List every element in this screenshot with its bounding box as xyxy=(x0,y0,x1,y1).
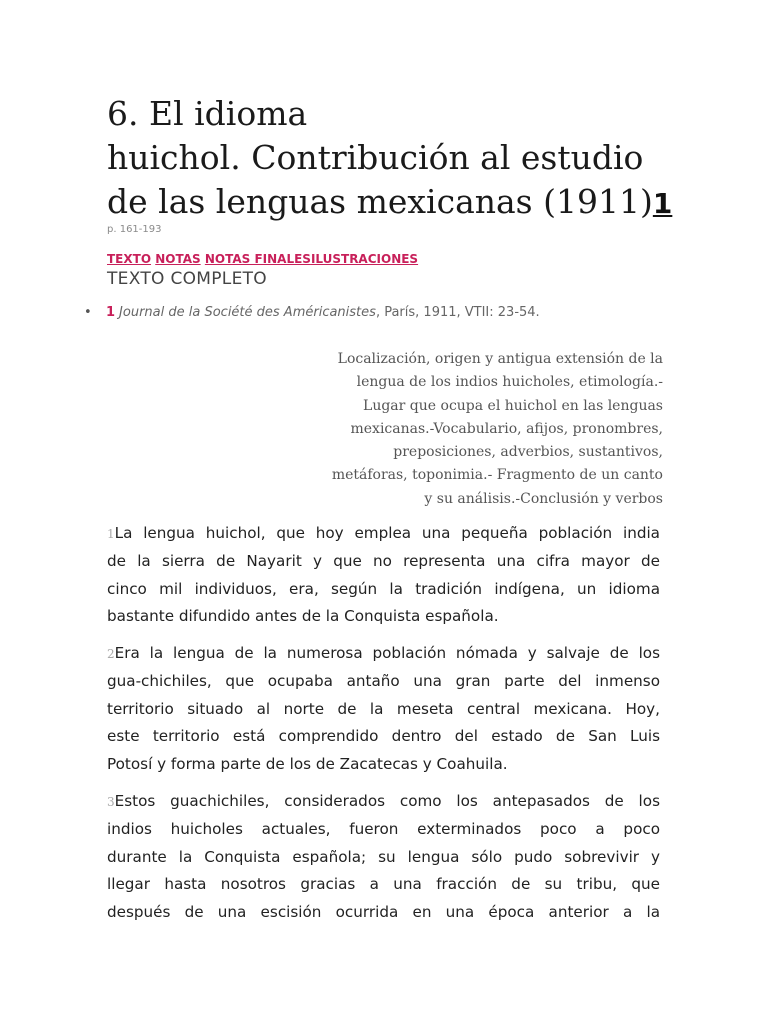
paragraph-line: Potosí y forma parte de los de Zacatecas y Coahuila. xyxy=(107,754,508,773)
page-range: p. 161-193 xyxy=(107,224,162,235)
section-tabs xyxy=(107,252,418,266)
summary-line: mexicanas.-Vocabulario, afijos, pronombres, xyxy=(350,420,663,437)
paragraph-line xyxy=(107,788,660,816)
title-line-3-text: de las lenguas mexicanas (1911) xyxy=(107,182,653,221)
title-line-3 xyxy=(107,180,673,226)
paragraph-line-text: La lengua huichol, que hoy emplea una pequeña población india xyxy=(114,524,660,542)
paragraph-2 xyxy=(107,640,660,778)
summary-line: Lugar que ocupa el huichol en las lenguas xyxy=(363,397,663,414)
footnote-journal: Journal de la Société des Américanistes xyxy=(119,305,376,320)
paragraph-number[interactable]: 2 xyxy=(107,647,115,661)
bullet-icon: • xyxy=(84,305,92,320)
title-line-2: huichol. Contribución al estudio xyxy=(107,138,644,177)
footnote-number-link[interactable]: 1 xyxy=(106,305,116,320)
paragraph-line: territorio situado al norte de la meseta central mexicana. Hoy, xyxy=(107,699,660,718)
paragraph-line: llegar hasta nosotros gracias a una fracción de su tribu, que xyxy=(107,875,660,894)
paragraph-line: después de una escisión ocurrida en una época anterior a la xyxy=(107,902,660,921)
paragraph-number[interactable]: 1 xyxy=(107,527,115,541)
paragraph-3 xyxy=(107,788,660,926)
title-line-1: 6. El idioma xyxy=(107,94,308,133)
paragraph-line: bastante difundido antes de la Conquista española. xyxy=(107,607,499,626)
page-title xyxy=(107,92,673,226)
paragraph-line: gua-chichiles, que ocupaba antaño una gran parte del inmenso xyxy=(107,672,660,691)
summary-line: lengua de los indios huicholes, etimología.- xyxy=(356,374,663,391)
paragraph-1 xyxy=(107,520,660,631)
paragraph-line: de la sierra de Nayarit y que no representa una cifra mayor de xyxy=(107,552,660,571)
section-heading: TEXTO COMPLETO xyxy=(107,269,267,289)
tab-ilustraciones[interactable]: ILUSTRACIONES xyxy=(310,252,419,266)
paragraph-line xyxy=(107,520,660,548)
paragraph-line: este territorio está comprendido dentro del estado de San Luis xyxy=(107,727,660,746)
footnote-item xyxy=(84,305,644,320)
tab-notas-finales[interactable]: NOTAS FINALES xyxy=(204,252,311,266)
footnote-details: , París, 1911, VTII: 23-54. xyxy=(375,305,540,320)
tab-texto[interactable]: TEXTO xyxy=(107,252,152,266)
summary-line: preposiciones, adverbios, sustantivos, xyxy=(393,444,663,461)
title-footnote-link[interactable]: 1 xyxy=(652,187,673,220)
paragraph-line-text: Era la lengua de la numerosa población nómada y salvaje de los xyxy=(114,644,660,662)
paragraph-line xyxy=(107,640,660,668)
summary-line: metáforas, toponimia.- Fragmento de un canto xyxy=(331,467,663,484)
paragraph-line: indios huicholes actuales, fueron exterminados poco a poco xyxy=(107,820,660,839)
tab-notas[interactable]: NOTAS xyxy=(155,252,201,266)
summary-line: Localización, origen y antigua extensión de la xyxy=(337,351,663,367)
chapter-summary xyxy=(283,348,663,511)
paragraph-line: durante la Conquista española; su lengua sólo pudo sobrevivir y xyxy=(107,847,660,866)
paragraph-line-text: Estos guachichiles, considerados como los antepasados de los xyxy=(114,792,660,810)
summary-line: y su análisis.-Conclusión y verbos xyxy=(424,490,663,507)
paragraph-number[interactable]: 3 xyxy=(107,795,115,809)
paragraph-line: cinco mil individuos, era, según la tradición indígena, un idioma xyxy=(107,579,660,598)
